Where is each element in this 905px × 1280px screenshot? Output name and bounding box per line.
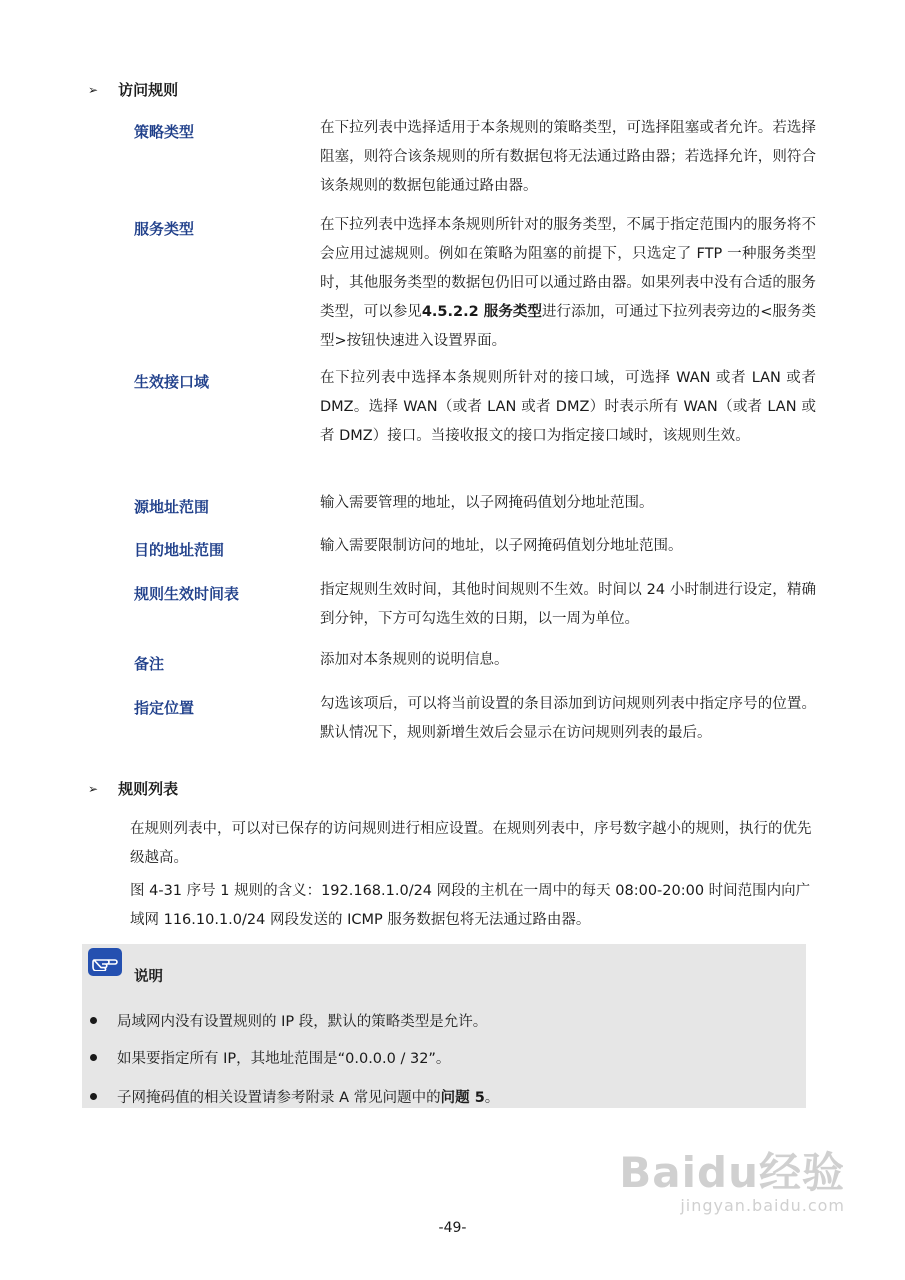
section-heading-access-rules [88,79,178,100]
term-interface-zone: 生效接口域 [134,373,210,391]
term-source-range: 源地址范围 [134,498,210,516]
term-remark: 备注 [134,655,165,673]
section-title: 访问规则 [118,81,179,99]
bullet-dot-icon [90,1093,97,1100]
term-schedule: 规则生效时间表 [134,585,240,603]
desc-destination-range: 输入需要限制访问的地址，以子网掩码值划分地址范围。 [320,538,683,554]
baidu-watermark: Baidu经验 jingyan.baidu.com [619,1148,845,1215]
section-heading-rule-list [88,778,178,799]
arrow-bullet-icon: ➢ [88,82,99,97]
term-destination-range: 目的地址范围 [134,541,225,559]
bullet-dot-icon [90,1054,97,1061]
service-type-reference: 4.5.2.2 服务类型 [421,304,542,320]
figure-explanation-paragraph: 图 4-31 序号 1 规则的含义：192.168.1.0/24 网段的主机在一周中的每天 08:00-20:00 时间范围内向广域网 116.10.1.0/24 网段发送的 ICMP 服务数据包将无法通过路由器。 [130,883,811,928]
desc-source-range: 输入需要管理的地址，以子网掩码值划分地址范围。 [320,495,654,511]
note-item: 子网掩码值的相关设置请参考附录 A 常见问题中的问题 5。 [90,1086,499,1107]
desc-remark: 添加对本条规则的说明信息。 [320,652,509,668]
note-item: 如果要指定所有 IP，其地址范围是“0.0.0.0 / 32”。 [90,1047,450,1068]
desc-policy-type: 在下拉列表中选择适用于本条规则的策略类型，可选择阻塞或者允许。若选择阻塞，则符合该条规则的所有数据包将无法通过路由器；若选择允许，则符合该条规则的数据包能通过路由器。 [320,120,816,194]
desc-schedule: 指定规则生效时间，其他时间规则不生效。时间以 24 小时制进行设定，精确到分钟，下方可勾选生效的日期，以一周为单位。 [320,582,816,627]
term-policy-type: 策略类型 [134,123,195,141]
page-number: -49- [438,1220,467,1236]
rule-list-paragraph: 在规则列表中，可以对已保存的访问规则进行相应设置。在规则列表中，序号数字越小的规则，执行的优先级越高。 [130,821,812,866]
note-title: 说明 [134,969,163,985]
term-service-type: 服务类型 [134,220,195,238]
desc-position: 勾选该项后，可以将当前设置的条目添加到访问规则列表中指定序号的位置。默认情况下，规则新增生效后会显示在访问规则列表的最后。 [320,696,816,741]
desc-interface-zone: 在下拉列表中选择本条规则所针对的接口域，可选择 WAN 或者 LAN 或者 DMZ。选择 WAN（或者 LAN 或者 DMZ）时表示所有 WAN（或者 LAN 或者 DMZ）接口。当接收报文的接口为指定接口域时，该规则生效。 [320,370,816,444]
note-item: 局域网内没有设置规则的 IP 段，默认的策略类型是允许。 [90,1010,487,1031]
section-title: 规则列表 [118,780,179,798]
pointing-hand-icon [88,948,122,976]
bullet-dot-icon [90,1017,97,1024]
desc-service-type: 在下拉列表中选择本条规则所针对的服务类型，不属于指定范围内的服务将不会应用过滤规则。例如在策略为阻塞的前提下，只选定了 FTP 一种服务类型时，其他服务类型的数据包仍旧可以通过路由器。如果列表中没有合适的服务类型，可以参见4.5.2.2 服务类型进行添加，可通过下拉列表旁边的<服务类型>按钮快速进入设置界面。 [320,217,816,349]
term-position: 指定位置 [134,699,195,717]
arrow-bullet-icon: ➢ [88,781,99,796]
